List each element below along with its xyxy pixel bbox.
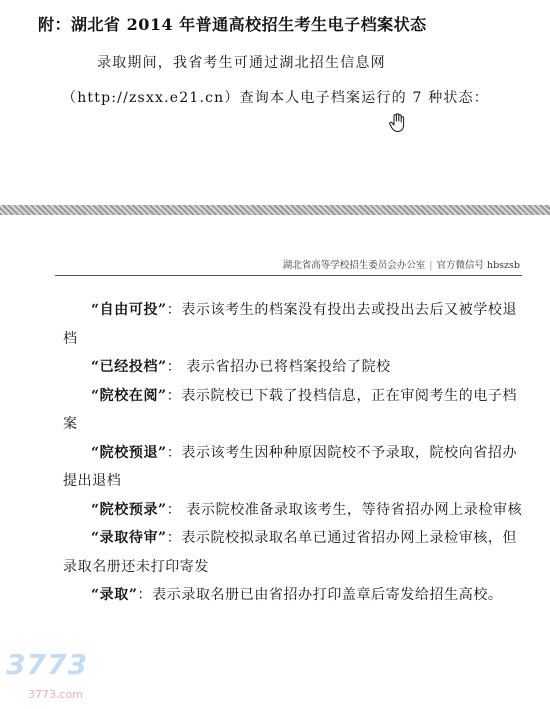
status-desc: ： 表示省招办已将档案投给了院校	[166, 359, 391, 375]
status-item-submitted	[63, 353, 523, 382]
status-item-admitted	[63, 581, 523, 610]
status-desc: ：表示录取名册已由省招办打印盖章后寄发给招生高校。	[137, 587, 503, 603]
status-term: “院校预录”	[91, 501, 167, 518]
status-term: “自由可投”	[91, 302, 167, 318]
document-title: 附：湖北省 2014 年普通高校招生考生电子档案状态	[38, 15, 427, 34]
status-term: “院校预退”	[91, 444, 167, 461]
status-term: “录取待审”	[91, 530, 167, 546]
header-text	[283, 257, 520, 271]
status-item-free	[63, 296, 523, 353]
status-desc: ：表示该考生因种种原因院校不予录取，院校向省招办提出退档	[63, 444, 518, 489]
header-separator: |	[429, 260, 433, 271]
status-list	[63, 296, 523, 610]
status-item-pre-admitted	[63, 496, 523, 525]
document-top-section	[0, 0, 550, 200]
status-term: “录取”	[91, 587, 138, 603]
site-watermark	[6, 648, 116, 708]
status-item-reviewing	[63, 382, 523, 439]
watermark-logo: 3773	[6, 648, 88, 681]
intro-line-1: 录取期间，我省考生可通过湖北招生信息网	[97, 55, 386, 71]
status-desc: ：表示该考生的档案没有投出去或投出去后又被学校退档	[63, 302, 518, 347]
intro-line-2: （http://zsxx.e21.cn）查询本人电子档案运行的 7 种状态：	[62, 90, 489, 106]
status-desc: ： 表示院校准备录取该考生，等待省招办网上录检审核	[166, 501, 523, 518]
status-desc: ：表示院校已下载了投档信息，正在审阅考生的电子档案	[63, 387, 518, 432]
page-divider	[0, 205, 550, 215]
status-term: “已经投档”	[91, 359, 167, 375]
status-item-pre-returned	[63, 439, 523, 496]
page-header	[55, 255, 522, 276]
status-desc: ：表示院校拟录取名单已通过省招办网上录检审核，但录取名册还未打印寄发	[63, 530, 518, 575]
status-term: “院校在阅”	[91, 387, 167, 404]
status-item-pending-review	[63, 524, 523, 581]
header-office: 湖北省高等学校招生委员会办公室	[282, 260, 426, 271]
header-wechat: 官方微信号 hbszsb	[436, 260, 520, 271]
watermark-url: 3773.com	[28, 688, 83, 701]
hand-pointer-icon	[388, 113, 406, 133]
